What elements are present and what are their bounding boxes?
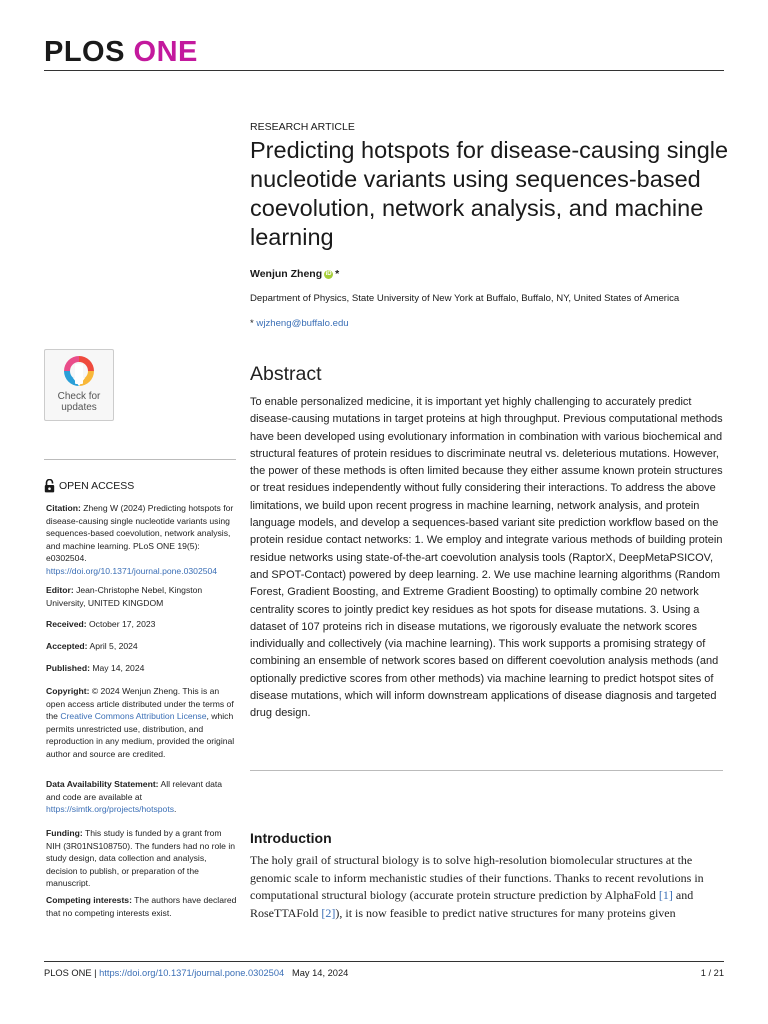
author-affiliation: Department of Physics, State University of New York at Buffalo, Buffalo, NY, United States of America	[250, 293, 680, 304]
intro-text-part: The holy grail of structural biology is to solve high-resolution biomolecular structures at the genomic scale to inform mechanistic studies of their functions. Thanks to recent revolutions in computational structural biology (accurate protein structure prediction by AlphaFold	[250, 853, 704, 903]
abstract-heading: Abstract	[250, 363, 322, 385]
editor-label: Editor:	[46, 585, 74, 595]
data-link[interactable]: https://simtk.org/projects/hotspots	[46, 804, 175, 815]
data-availability-label: Data Availability Statement:	[46, 779, 159, 789]
footer-divider	[44, 961, 724, 962]
citation-text: Zheng W (2024) Predicting hotspots for disease-causing single nucleotide variants using sequences-based coevolution, network analysis, and machine learning. PLoS ONE 19(5): e0302504.	[46, 503, 234, 564]
email-link[interactable]: wjzheng@buffalo.edu	[256, 318, 349, 329]
data-availability-end: .	[174, 804, 177, 815]
published-label: Published:	[46, 663, 90, 673]
competing-text: The authors have declared that no competing interests exist.	[46, 895, 237, 918]
footer-journal: PLOS ONE	[44, 968, 92, 978]
check-updates-line2: updates	[61, 402, 97, 413]
page-number: 1 / 21	[700, 968, 724, 978]
funding-text: This study is funded by a grant from NIH (3R01NS108750). The funders had no role in study design, data collection and analysis, decision to publish, or preparation of the manuscript.	[46, 828, 236, 889]
citation-block	[46, 502, 238, 578]
check-for-updates-button[interactable]	[44, 349, 114, 421]
author-corresponding-mark: *	[335, 268, 340, 280]
page-footer	[44, 968, 348, 978]
accepted-label: Accepted:	[46, 641, 88, 651]
check-updates-icon	[62, 354, 96, 392]
footer-separator: |	[91, 968, 100, 978]
competing-label: Competing interests:	[46, 895, 132, 905]
article-type: RESEARCH ARTICLE	[250, 121, 355, 133]
logo-word-one: ONE	[133, 36, 198, 68]
competing-interests-block	[46, 894, 238, 919]
journal-logo	[44, 36, 198, 69]
received-label: Received:	[46, 619, 87, 629]
funding-label: Funding:	[46, 828, 83, 838]
funding-block	[46, 827, 238, 890]
open-access-label: OPEN ACCESS	[59, 480, 135, 492]
corresponding-email	[250, 318, 349, 329]
reference-link-2[interactable]: [2]	[321, 905, 336, 920]
intro-text-part: ), it is now feasible to predict native structures for many proteins given	[335, 905, 676, 920]
citation-doi-link[interactable]: https://doi.org/10.1371/journal.pone.0302504	[46, 565, 218, 576]
logo-word-plos: PLOS	[44, 36, 125, 68]
accepted-text: April 5, 2024	[87, 641, 138, 651]
editor-text: Jean-Christophe Nebel, Kingston University, UNITED KINGDOM	[46, 585, 203, 608]
copyright-text: , which permits unrestricted use, distribution, and reproduction in any medium, provided the original author and source are credited.	[46, 711, 235, 759]
reference-link-1[interactable]: [1]	[658, 888, 673, 903]
license-link[interactable]: Creative Commons Attribution License	[60, 711, 207, 722]
copyright-text: © 2024 Wenjun Zheng. This is an open access article distributed under the terms of the	[46, 686, 234, 722]
header-divider	[44, 70, 724, 71]
sidebar-divider	[44, 459, 236, 460]
copyright-block	[46, 685, 238, 761]
copyright-label: Copyright:	[46, 686, 90, 696]
data-availability-block	[46, 778, 238, 816]
editor-block	[46, 584, 238, 609]
abstract-divider	[250, 770, 723, 771]
author-name: Wenjun Zheng	[250, 268, 323, 280]
footer-doi-link[interactable]: https://doi.org/10.1371/journal.pone.0302504	[99, 968, 285, 978]
author-line	[250, 268, 339, 280]
published-date	[46, 662, 238, 675]
data-availability-text: All relevant data and code are available at	[46, 779, 223, 802]
footer-date: May 14, 2024	[291, 968, 349, 978]
check-updates-line1: Check for	[57, 391, 101, 402]
citation-label: Citation:	[46, 503, 81, 513]
check-updates-label	[45, 391, 113, 413]
abstract-body: To enable personalized medicine, it is important yet highly challenging to accurately predict disease-causing mutations in target proteins at high throughput. Previous computational methods have been developed using evolutionary information in combination with various biochemical and structural features of protein residues to discriminate neutral vs. deleterious mutations. However, the power of these methods is often limited because they either assume known protein structures or treat residues independently without fully considering their interactions. To address the above limitations, we build upon recent progress in machine learning, network analysis, and protein language models, and develop a sequences-based variant site prediction workflow based on the protein residue contact networks: 1. We employ and integrate various methods of building protein residue networks using state-of-the-art coevolution analysis tools (RaptorX, DeepMetaPSICOV, and SPOT-Contact) powered by deep learning. 2. We use machine learning algorithms (Random Forest, Gradient Boosting, and Extreme Gradient Boosting) to optimally combine 20 network centrality scores to jointly predict key residues as hot spots for disease mutations. 3. Using a dataset of 107 proteins rich in disease mutations, we rigorously evaluate the network scores individually and collectively (via machine learning). This work supports a promising strategy of combining an ensemble of network scores based on different coevolution analysis methods (and optionally predictive scores from other methods) via machine learning to predict hotspot sites of disease mutations, which will inform downstream applications of disease diagnosis and targeted drug design.	[250, 396, 723, 720]
email-mark: *	[250, 318, 254, 329]
introduction-heading: Introduction	[250, 830, 332, 846]
introduction-body	[250, 852, 726, 922]
accepted-date	[46, 640, 238, 653]
orcid-icon[interactable]: iD	[325, 271, 332, 277]
article-title: Predicting hotspots for disease-causing single nucleotide variants using sequences-based coevolution, network analysis, and machine learning	[250, 137, 729, 250]
intro-text-part: and RoseTTAFold	[250, 888, 694, 920]
open-lock-icon	[44, 479, 55, 493]
published-text: May 14, 2024	[89, 663, 145, 673]
received-text: October 17, 2023	[86, 619, 156, 629]
open-access-badge	[44, 479, 134, 493]
received-date	[46, 618, 238, 631]
